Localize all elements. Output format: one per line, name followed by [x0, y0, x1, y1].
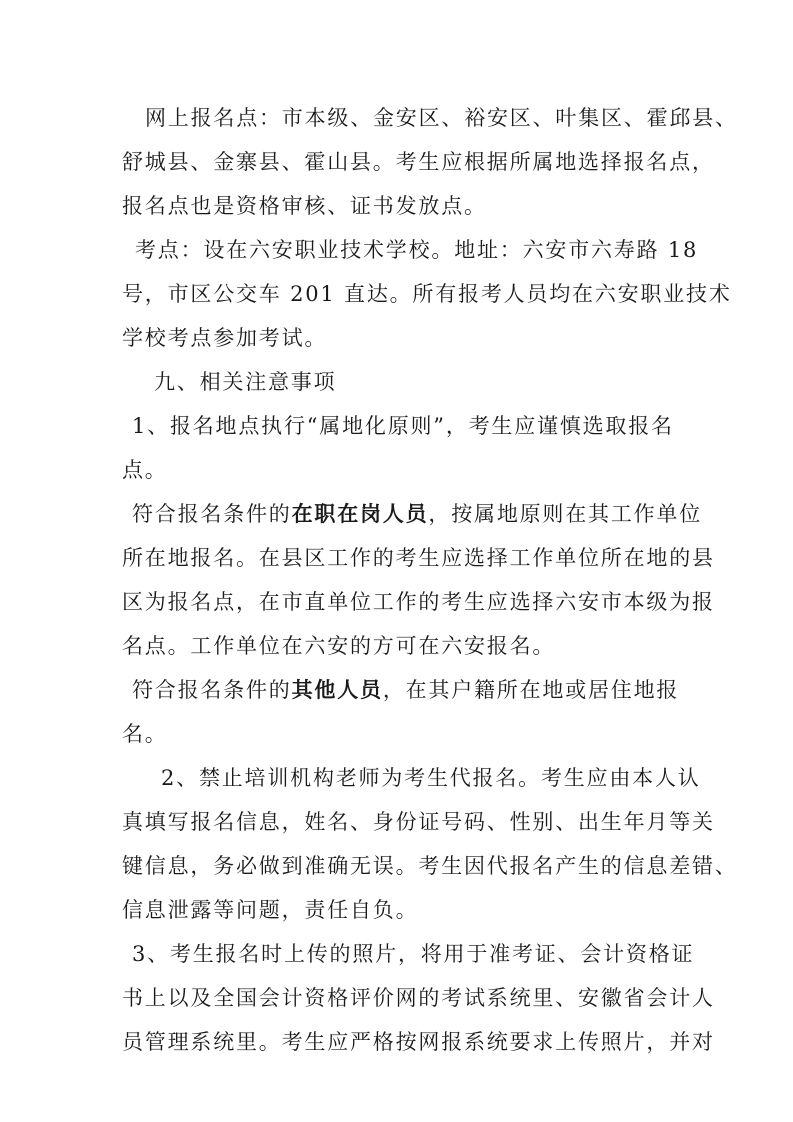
- online-points-line-2: 舒城县、金寨县、霍山县。考生应根据所属地选择报名点，: [122, 150, 715, 174]
- online-points-line-1: 网上报名点：市本级、金安区、裕安区、叶集区、霍邱县、: [145, 106, 738, 130]
- item-2-line-1: 2、禁止培训机构老师为考生代报名。考生应由本人认: [161, 766, 701, 790]
- others-prefix: 符合报名条件的: [132, 678, 292, 702]
- others-bold-term: 其他人员: [291, 677, 383, 702]
- exam-site-line-1: 考点：设在六安职业技术学校。地址：六安市六寿路 18: [135, 238, 699, 262]
- online-points-line-3: 报名点也是资格审核、证书发放点。: [122, 194, 487, 218]
- section-heading: 九、相关注意事项: [154, 370, 337, 394]
- others-suffix: ，在其户籍所在地或居住地报: [382, 678, 680, 702]
- item-2-line-2: 真填写报名信息，姓名、身份证号码、性别、出生年月等关: [122, 810, 715, 834]
- employed-suffix: ，按属地原则在其工作单位: [428, 502, 703, 526]
- others-line-2: 名。: [122, 722, 168, 746]
- item-2-line-4: 信息泄露等问题，责任自负。: [122, 898, 419, 922]
- item-1-line-1: 1、报名地点执行“属地化原则”，考生应谨慎选取报名: [132, 414, 674, 438]
- employed-line-1: [132, 502, 702, 526]
- exam-site-line-3: 学校考点参加考试。: [122, 326, 328, 350]
- employed-prefix: 符合报名条件的: [132, 502, 292, 526]
- item-3-line-2: 书上以及全国会计资格评价网的考试系统里、安徽省会计人: [122, 986, 715, 1010]
- employed-line-2: 所在地报名。在县区工作的考生应选择工作单位所在地的县: [122, 546, 715, 570]
- exam-site-line-2: 号，市区公交车 201 直达。所有报考人员均在六安职业技术: [122, 282, 732, 306]
- item-3-line-3: 员管理系统里。考生应严格按网报系统要求上传照片，并对: [122, 1030, 715, 1054]
- employed-line-4: 名点。工作单位在六安的方可在六安报名。: [122, 634, 556, 658]
- item-2-line-3: 键信息，务必做到准确无误。考生因代报名产生的信息差错、: [122, 854, 738, 878]
- others-line-1: [132, 678, 679, 702]
- item-1-line-2: 点。: [122, 458, 168, 482]
- item-3-line-1: 3、考生报名时上传的照片，将用于准考证、会计资格证: [132, 942, 695, 966]
- employed-line-3: 区为报名点，在市直单位工作的考生应选择六安市本级为报: [122, 590, 715, 614]
- employed-bold-term: 在职在岗人员: [291, 501, 429, 526]
